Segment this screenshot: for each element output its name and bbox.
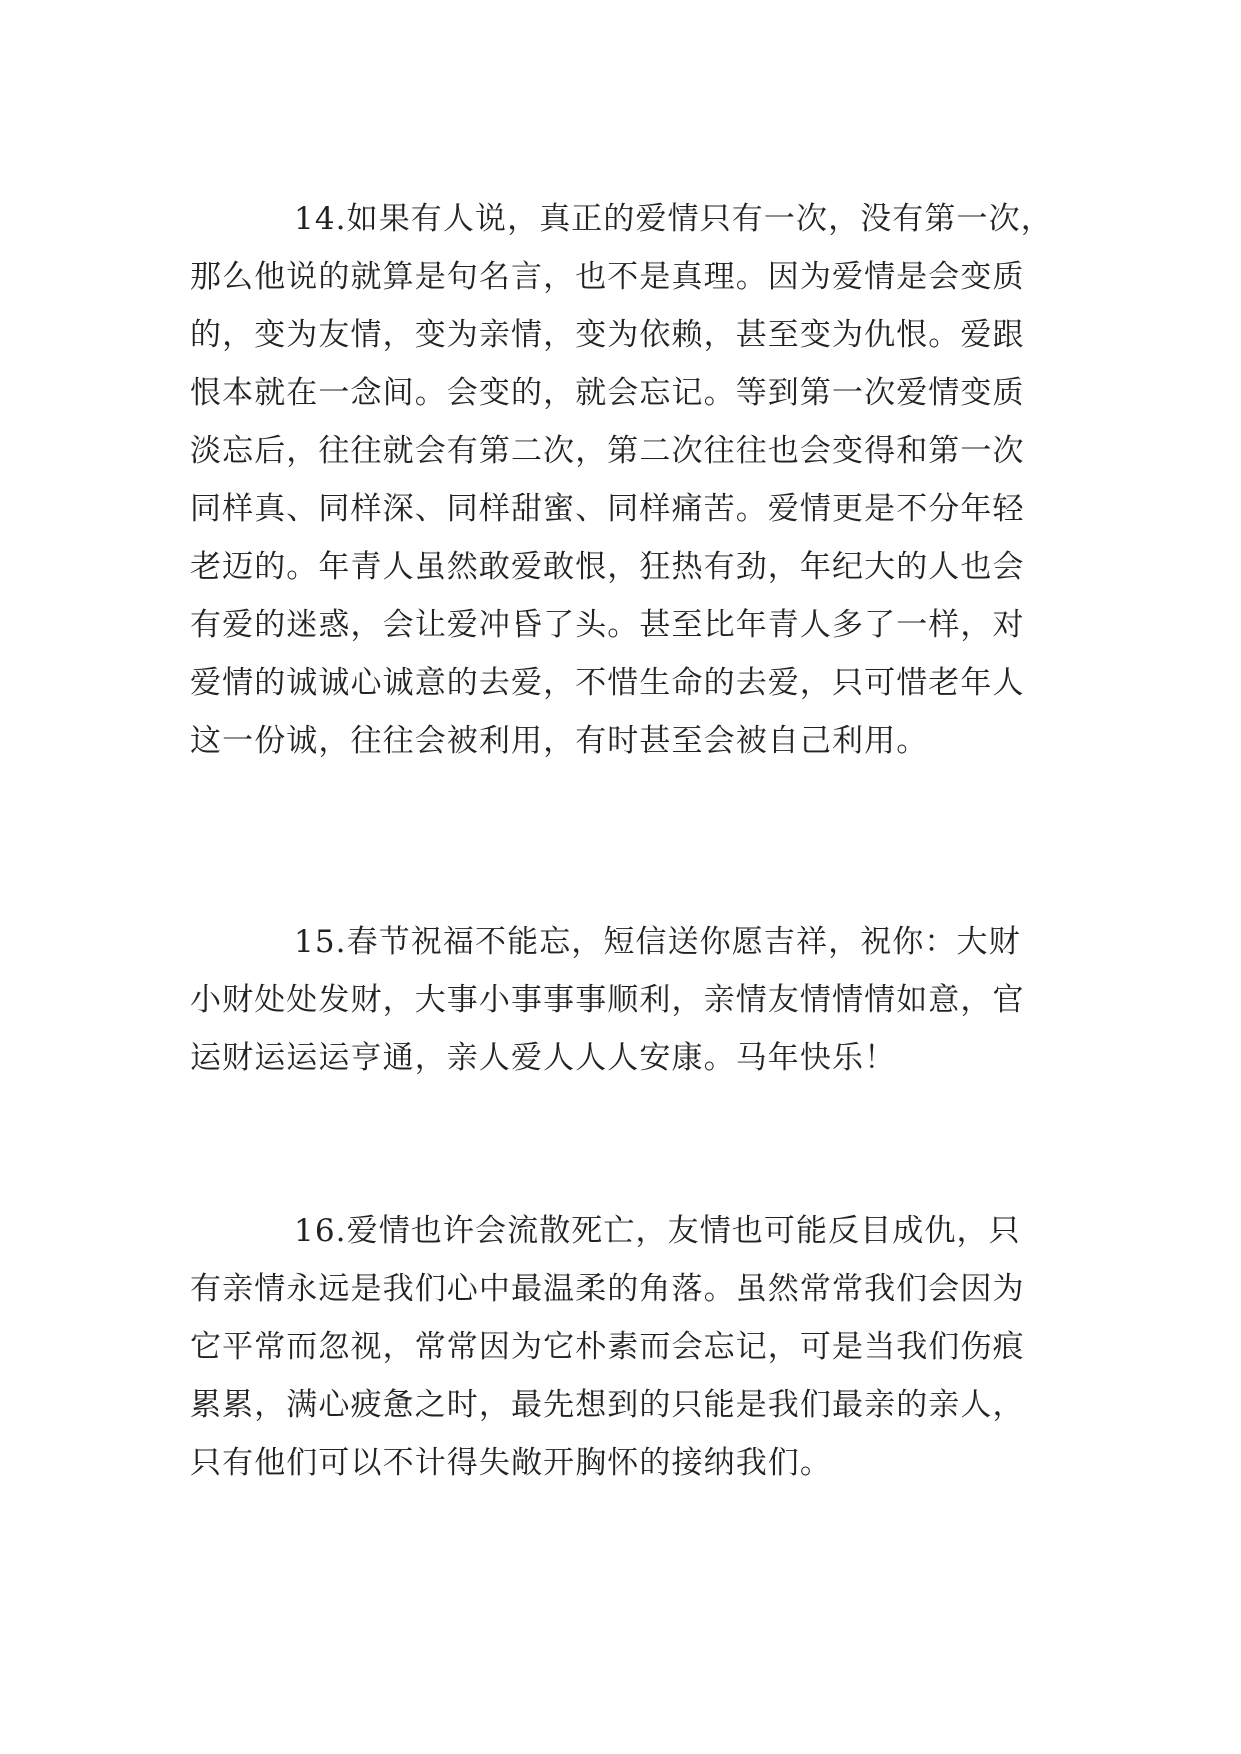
paragraph-line: 16.爱情也许会流散死亡，友情也可能反目成仇，只 xyxy=(294,1213,1021,1249)
paragraph-line: 小财处处发财，大事小事事事顺利，亲情友情情情如意，官 xyxy=(190,982,1025,1018)
paragraph-line: 14.如果有人说，真正的爱情只有一次，没有第一次， xyxy=(294,201,1053,237)
paragraph-line: 累累，满心疲惫之时，最先想到的只能是我们最亲的亲人， xyxy=(190,1387,1025,1423)
paragraph-line: 运财运运运亨通，亲人爱人人人安康。马年快乐！ xyxy=(190,1040,897,1076)
paragraph-line: 有爱的迷惑，会让爱冲昏了头。甚至比年青人多了一样，对 xyxy=(190,607,1025,643)
paragraph-line: 同样真、同样深、同样甜蜜、同样痛苦。爱情更是不分年轻 xyxy=(190,491,1025,527)
paragraph-line: 只有他们可以不计得失敞开胸怀的接纳我们。 xyxy=(190,1445,832,1481)
paragraph-line: 爱情的诚诚心诚意的去爱，不惜生命的去爱，只可惜老年人 xyxy=(190,665,1025,701)
paragraph-line: 那么他说的就算是句名言，也不是真理。因为爱情是会变质 xyxy=(190,259,1025,295)
paragraph-line: 淡忘后，往往就会有第二次，第二次往往也会变得和第一次 xyxy=(190,433,1025,469)
paragraph-line: 这一份诚，往往会被利用，有时甚至会被自己利用。 xyxy=(190,723,929,759)
paragraph-line: 15.春节祝福不能忘，短信送你愿吉祥，祝你：大财 xyxy=(294,924,1021,960)
paragraph-line: 有亲情永远是我们心中最温柔的角落。虽然常常我们会因为 xyxy=(190,1271,1025,1307)
paragraph-line: 恨本就在一念间。会变的，就会忘记。等到第一次爱情变质 xyxy=(190,375,1025,411)
paragraph-line: 它平常而忽视，常常因为它朴素而会忘记，可是当我们伤痕 xyxy=(190,1329,1025,1365)
paragraph-line: 老迈的。年青人虽然敢爱敢恨，狂热有劲，年纪大的人也会 xyxy=(190,549,1025,585)
paragraph-line: 的，变为友情，变为亲情，变为依赖，甚至变为仇恨。爱跟 xyxy=(190,317,1025,353)
